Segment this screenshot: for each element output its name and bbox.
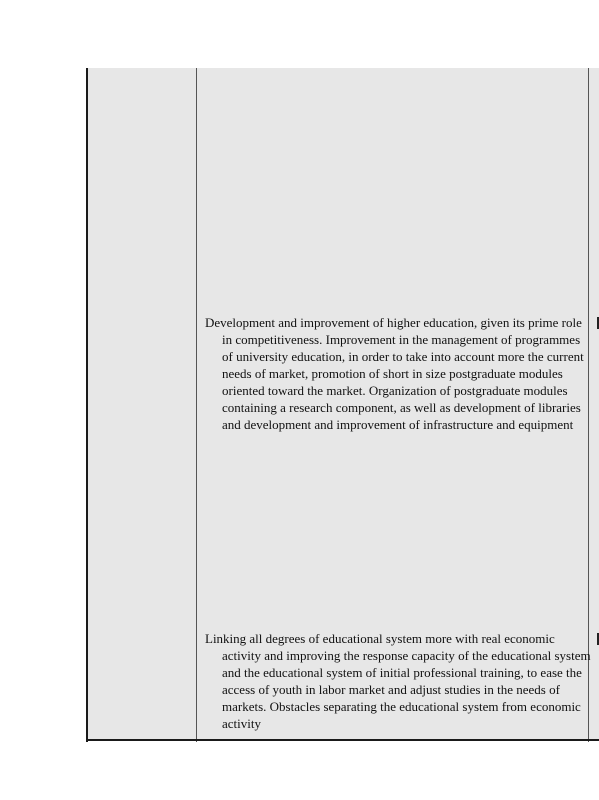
table-cell-text-row-2: Linking all degrees of educational system more with real economic activity and improving the response capacity of the educational system and the educational system of initial professional training, to ease the access of youth in labor market and adjust studies in the needs of markets. Obstacles separating the educational system from economic activity (205, 631, 591, 731)
table-left-border (86, 68, 88, 742)
table-cell-text-row-1: Development and improvement of higher education, given its prime role in competitiveness. Improvement in the management of programmes of university education, in order to take into account more the current needs of market, promotion of short in size postgraduate modules oriented toward the market. Organization of postgraduate modules containing a research component, as well as development of libraries and development and improvement of infrastructure and equipment (205, 315, 584, 432)
table-bottom-border (86, 739, 599, 741)
column-divider-1 (196, 68, 197, 742)
